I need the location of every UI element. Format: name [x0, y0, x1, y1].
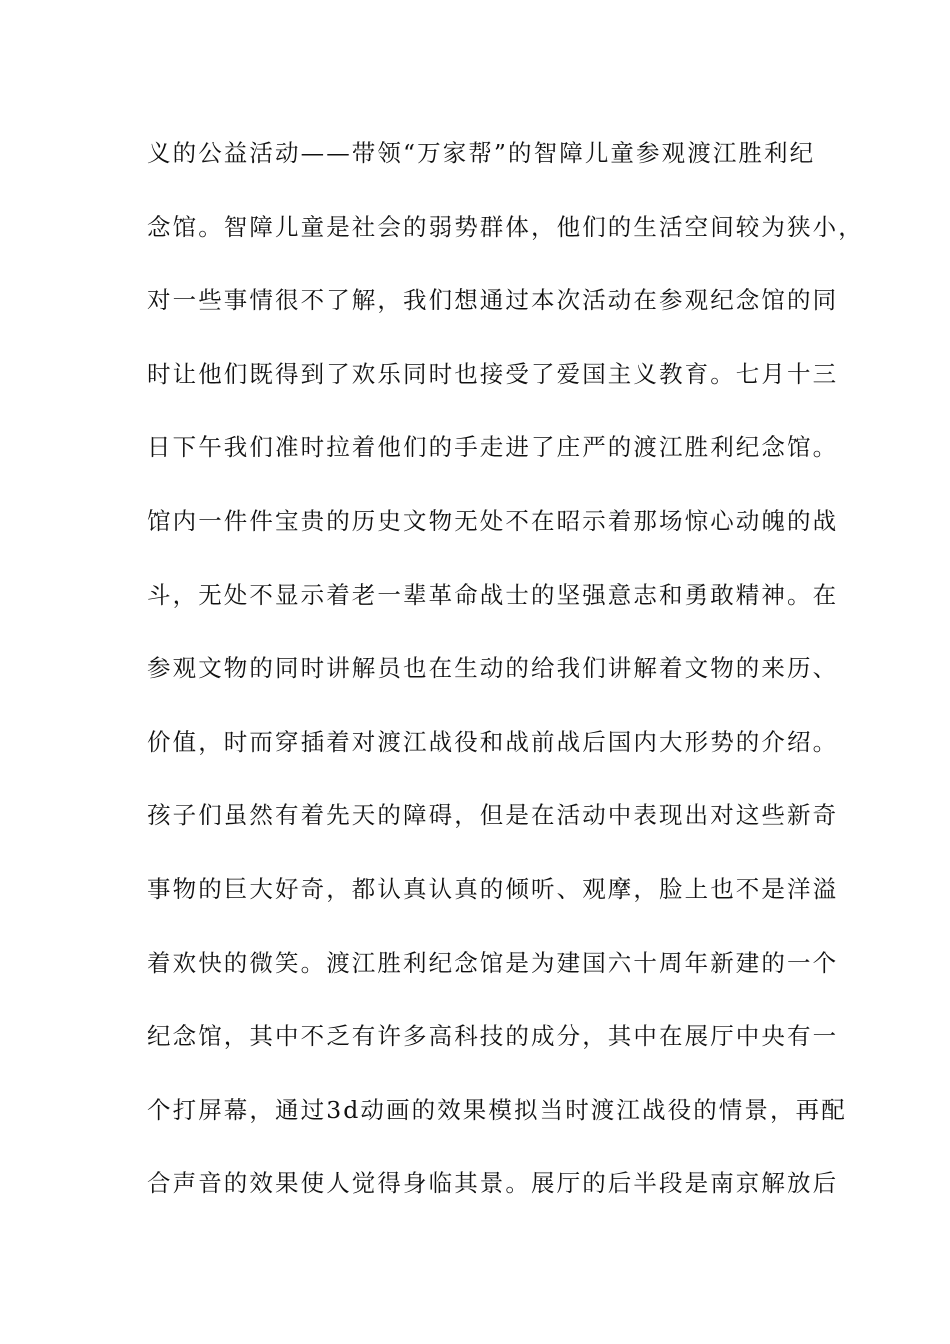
text-line: 事物的巨大好奇，都认真认真的倾听、观摩，脸上也不是洋溢	[147, 874, 839, 903]
text-line: 对一些事情很不了解，我们想通过本次活动在参观纪念馆的同	[147, 286, 839, 315]
text-line: 孩子们虽然有着先天的障碍，但是在活动中表现出对这些新奇	[147, 801, 839, 830]
text-line: 念馆。智障儿童是社会的弱势群体，他们的生活空间较为狭小，	[147, 212, 864, 241]
text-line: 义的公益活动——带领“万家帮”的智障儿童参观渡江胜利纪	[147, 139, 816, 167]
text-line: 个打屏幕，通过3d动画的效果模拟当时渡江战役的情景，再配	[147, 1095, 847, 1124]
text-line: 参观文物的同时讲解员也在生动的给我们讲解着文物的来历、	[147, 654, 839, 683]
text-line: 着欢快的微笑。渡江胜利纪念馆是为建国六十周年新建的一个	[147, 948, 839, 977]
text-line: 时让他们既得到了欢乐同时也接受了爱国主义教育。七月十三	[147, 359, 839, 388]
body-text	[147, 133, 864, 1237]
text-line: 合声音的效果使人觉得身临其景。展厅的后半段是南京解放后	[147, 1169, 839, 1198]
text-line: 纪念馆，其中不乏有许多高科技的成分，其中在展厅中央有一	[147, 1022, 839, 1051]
text-line: 斗，无处不显示着老一辈革命战士的坚强意志和勇敢精神。在	[147, 580, 839, 609]
text-line: 馆内一件件宝贵的历史文物无处不在昭示着那场惊心动魄的战	[147, 506, 839, 535]
text-line: 日下午我们准时拉着他们的手走进了庄严的渡江胜利纪念馆。	[147, 433, 839, 462]
text-line: 价值，时而穿插着对渡江战役和战前战后国内大形势的介绍。	[147, 727, 839, 756]
